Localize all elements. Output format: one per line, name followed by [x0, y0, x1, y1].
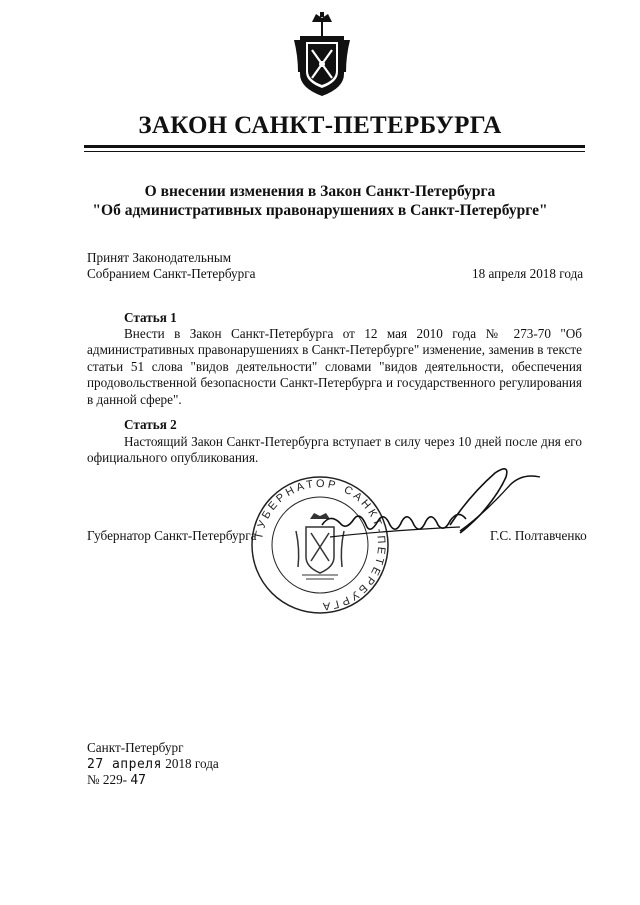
article-1-heading: Статья 1	[124, 310, 177, 325]
signing-place: Санкт-Петербург	[87, 740, 184, 755]
governor-title: Губернатор Санкт-Петербурга	[87, 528, 257, 543]
coat-of-arms-icon	[292, 12, 352, 98]
seal-text: ГУБЕРНАТОР САНКТ-ПЕТЕРБУРГА	[253, 477, 388, 613]
adoption-line-2: Собранием Санкт-Петербурга	[87, 266, 256, 282]
adoption-date: 18 апреля 2018 года	[472, 266, 584, 281]
law-subtitle	[0, 182, 640, 220]
subtitle-line-1: О внесении изменения в Закон Санкт-Петербурга	[144, 183, 496, 200]
subtitle-line-2: "Об административных правонарушениях в Санкт-Петербурге"	[92, 202, 548, 219]
article-2-body: Настоящий Закон Санкт-Петербурга вступает в силу через 10 дней после дня его официального опубликования.	[87, 434, 582, 466]
adoption-line-1: Принят Законодательным	[87, 250, 232, 265]
governor-name: Г.С. Полтавченко	[490, 528, 587, 543]
law-title: ЗАКОН САНКТ-ПЕТЕРБУРГА	[138, 112, 502, 139]
article-2-heading: Статья 2	[124, 417, 177, 432]
law-number-prefix: № 229-	[87, 772, 128, 787]
handwritten-signature-icon	[310, 455, 550, 575]
title-rule-thin	[84, 151, 585, 152]
law-number	[87, 772, 146, 789]
signing-date-year: 2018 года	[165, 756, 219, 771]
law-number-handwritten: 47	[130, 773, 147, 788]
signing-date	[87, 756, 219, 773]
signing-date-handwritten: 27 апреля	[87, 757, 162, 772]
adoption-statement	[87, 250, 256, 283]
article-1-body: Внести в Закон Санкт-Петербурга от 12 мая 2010 года № 273-70 "Об административных правонарушениях в Санкт-Петербурге" изменение, заменив в тексте статьи 51 слова "видов деятельности" словами "видов деятельности, обеспечения продовольственной безопасности Санкт-Петербурга и государственного регулирования в данной сфере".	[87, 326, 582, 407]
title-rule-thick	[84, 145, 585, 148]
